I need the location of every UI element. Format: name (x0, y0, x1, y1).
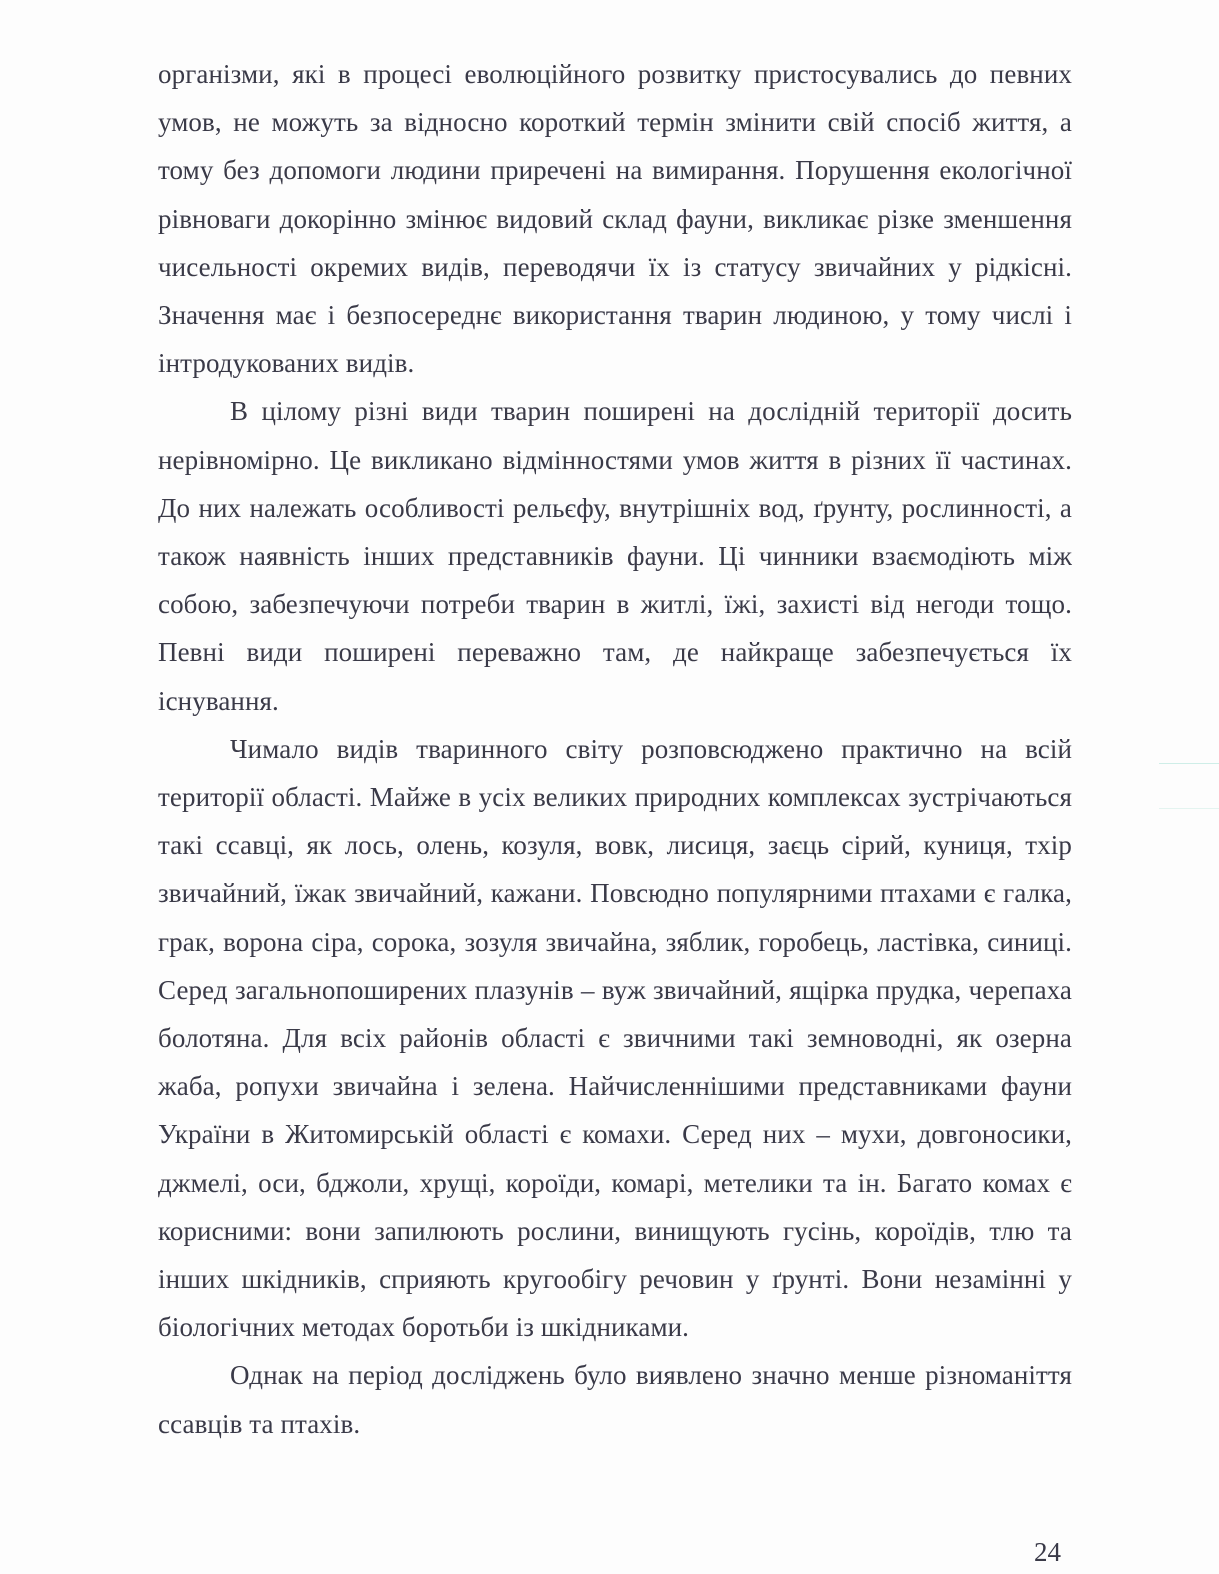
paragraph-2: В цілому різні види тварин поширені на дослідній території досить нерівномірно. Це викликано відмінностями умов життя в різних її частинах. До них належать особливості рельєфу, внутрішніх вод, ґрунту, рослинності, а також наявність інших представників фауни. Ці чинники взаємодіють між собою, забезпечуючи потреби тварин в житлі, їжі, захисті від негоди тощо. Певні види поширені переважно там, де найкраще забезпечується їх існування. (158, 396, 1072, 716)
body-text (158, 50, 1072, 1448)
paragraph-4: Однак на період досліджень було виявлено значно менше різноманіття ссавців та птахів. (158, 1360, 1072, 1439)
scan-artifact-line (1159, 763, 1219, 764)
scan-artifact-line (1159, 808, 1219, 809)
paragraph-1: організми, які в процесі еволюційного розвитку пристосувались до певних умов, не можуть за відносно короткий термін змінити свій спосіб життя, а тому без допомоги людини приречені на вимирання. Порушення екологічної рівноваги докорінно змінює видовий склад фауни, викликає різке зменшення чисельності окремих видів, переводячи їх із статусу звичайних у рідкісні. Значення має і безпосереднє використання тварин людиною, у тому числі і інтродукованих видів. (158, 59, 1072, 379)
page-number: 24 (1034, 1537, 1061, 1567)
paragraph-3: Чимало видів тваринного світу розповсюджено практично на всій території області. Майже в усіх великих природних комплексах зустрічаються такі ссавці, як лось, олень, козуля, вовк, лисиця, заєць сірий, куниця, тхір звичайний, їжак звичайний, кажани. Повсюдно популярними птахами є галка, грак, ворона сіра, сорока, зозуля звичайна, зяблик, горобець, ластівка, синиці. Серед загальнопоширених плазунів – вуж звичайний, ящірка прудка, черепаха болотяна. Для всіх районів області є звичними такі земноводні, як озерна жаба, ропухи звичайна і зелена. Найчисленнішими представниками фауни України в Житомирській області є комахи. Серед них – мухи, довгоносики, джмелі, оси, бджоли, хрущі, короїди, комарі, метелики та ін. Багато комах є корисними: вони запилюють рослини, винищують гусінь, короїдів, тлю та інших шкідників, сприяють кругообігу речовин у ґрунті. Вони незамінні у біологічних методах боротьби із шкідниками. (158, 733, 1072, 1343)
